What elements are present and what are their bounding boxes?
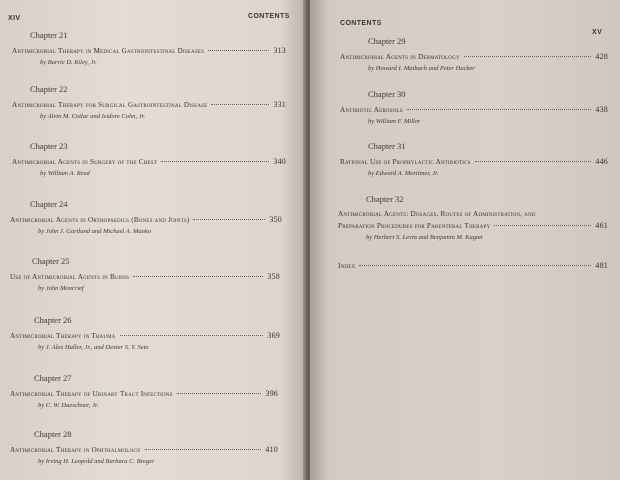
page-number: 358 (267, 272, 280, 281)
chapter-number: Chapter 30 (368, 89, 406, 99)
entry-title[interactable]: Antimicrobial Therapy in Medical Gastrointestinal Diseases (12, 47, 205, 55)
dot-leader (133, 276, 263, 277)
page-number: 446 (595, 157, 608, 166)
entry-authors: by John J. Gartland and Michael A. Manko (38, 228, 152, 235)
entry-title-line-1[interactable]: Antimicrobial Agents: Dosages, Routes of Administration, and (338, 210, 536, 218)
entry-authors: by Howard I. Maibach and Peter Hacker (368, 65, 475, 72)
toc-entry (340, 141, 608, 177)
toc-entry (10, 315, 280, 351)
dot-leader (407, 109, 592, 110)
entry-title[interactable]: Antimicrobial Agents in Surgery of the Chest (12, 158, 158, 166)
entry-title-line (338, 221, 608, 230)
entry-title[interactable]: Rational Use of Prophylactic Antibiotics (340, 158, 471, 166)
right-page (310, 0, 620, 480)
chapter-number: Chapter 25 (32, 256, 70, 266)
entry-title[interactable]: Antimicrobial Therapy in Trauma (10, 332, 116, 340)
page-number: 369 (267, 331, 280, 340)
dot-leader (161, 161, 269, 162)
dot-leader (120, 335, 264, 336)
chapter-number: Chapter 26 (34, 315, 72, 325)
entry-authors: by John Moncrief (38, 285, 84, 292)
entry-title-line (10, 215, 282, 224)
page-number: 350 (269, 215, 282, 224)
dot-leader (464, 56, 592, 57)
left-page (0, 0, 306, 480)
entry-authors: by Edward A. Mortimer, Jr. (368, 170, 439, 177)
dot-leader (475, 161, 592, 162)
entry-title[interactable]: Antibiotic Aerosols (340, 106, 403, 114)
entry-authors: by C. W. Daeschner, Jr. (38, 402, 99, 409)
page-number: 438 (595, 105, 608, 114)
chapter-number: Chapter 22 (30, 84, 68, 94)
toc-entry-index (338, 261, 608, 270)
toc-entry (10, 199, 282, 235)
index-title[interactable]: Index (338, 262, 356, 270)
entry-title-line (338, 261, 608, 270)
chapter-number: Chapter 21 (30, 30, 68, 40)
toc-entry (10, 429, 278, 465)
entry-authors: by Irving H. Leopold and Barbara C. Breger (38, 458, 155, 465)
entry-title[interactable]: Antimicrobial Agents in Dermatology (340, 53, 460, 61)
entry-authors: by William F. Miller (368, 118, 421, 125)
chapter-number: Chapter 27 (34, 373, 72, 383)
entry-title-line (340, 52, 608, 61)
toc-entry (340, 36, 608, 72)
chapter-number: Chapter 32 (366, 194, 404, 204)
running-head: CONTENTS (340, 20, 382, 27)
page-number: 396 (265, 389, 278, 398)
dot-leader (177, 393, 262, 394)
chapter-number: Chapter 24 (30, 199, 68, 209)
toc-entry (340, 89, 608, 125)
page-number: 331 (273, 100, 286, 109)
entry-title-line (340, 105, 608, 114)
toc-entry (12, 30, 286, 66)
entry-authors: by Herbert S. Levin and Benjamin M. Kagan (366, 234, 483, 241)
toc-entry (338, 194, 608, 241)
dot-leader (494, 225, 591, 226)
entry-authors: by Barrie D. Riley, Jr. (40, 59, 97, 66)
entry-authors: by Alvin M. Cotlar and Isidore Cohn, Jr. (40, 113, 146, 120)
entry-authors: by William A. Reed (40, 170, 90, 177)
page-number: 340 (273, 157, 286, 166)
entry-authors: by J. Alex Haller, Jr., and Dexter S. Y. Seto (38, 344, 149, 351)
entry-title-line (12, 157, 286, 166)
entry-title[interactable]: Antimicrobial Therapy in Ophthalmology (10, 446, 141, 454)
chapter-number: Chapter 31 (368, 141, 406, 151)
entry-title[interactable]: Antimicrobial Therapy for Surgical Gastrointestinal Disease (12, 101, 208, 109)
entry-title-line (340, 157, 608, 166)
entry-title-line (12, 46, 286, 55)
dot-leader (211, 104, 269, 105)
chapter-number: Chapter 23 (30, 141, 68, 151)
chapter-number: Chapter 28 (34, 429, 72, 439)
toc-entry (10, 256, 280, 292)
entry-title-line (10, 445, 278, 454)
entry-title[interactable]: Preparation Procedures for Parenteral Therapy (338, 222, 491, 230)
folio: XV (592, 29, 603, 36)
page-number: 428 (595, 52, 608, 61)
entry-title-line (10, 272, 280, 281)
chapter-number: Chapter 29 (368, 36, 406, 46)
entry-title-line (10, 389, 278, 398)
page-number: 410 (265, 445, 278, 454)
folio: XIV (8, 15, 21, 22)
page-number: 461 (595, 221, 608, 230)
entry-title[interactable]: Antimicrobial Therapy of Urinary Tract Infections (10, 390, 173, 398)
entry-title-line (12, 100, 286, 109)
entry-title[interactable]: Use of Antimicrobial Agents in Burns (10, 273, 130, 281)
dot-leader (208, 50, 269, 51)
page-number: 481 (595, 261, 608, 270)
dot-leader (193, 219, 265, 220)
entry-title[interactable]: Antimicrobial Agents in Orthopaedics (Bones and Joints) (10, 216, 190, 224)
entry-title-line (10, 331, 280, 340)
dot-leader (359, 265, 591, 266)
toc-entry (12, 141, 286, 177)
dot-leader (145, 449, 261, 450)
page-number: 313 (273, 46, 286, 55)
toc-entry (12, 84, 286, 120)
running-head: CONTENTS (248, 13, 290, 20)
toc-entry (10, 373, 278, 409)
